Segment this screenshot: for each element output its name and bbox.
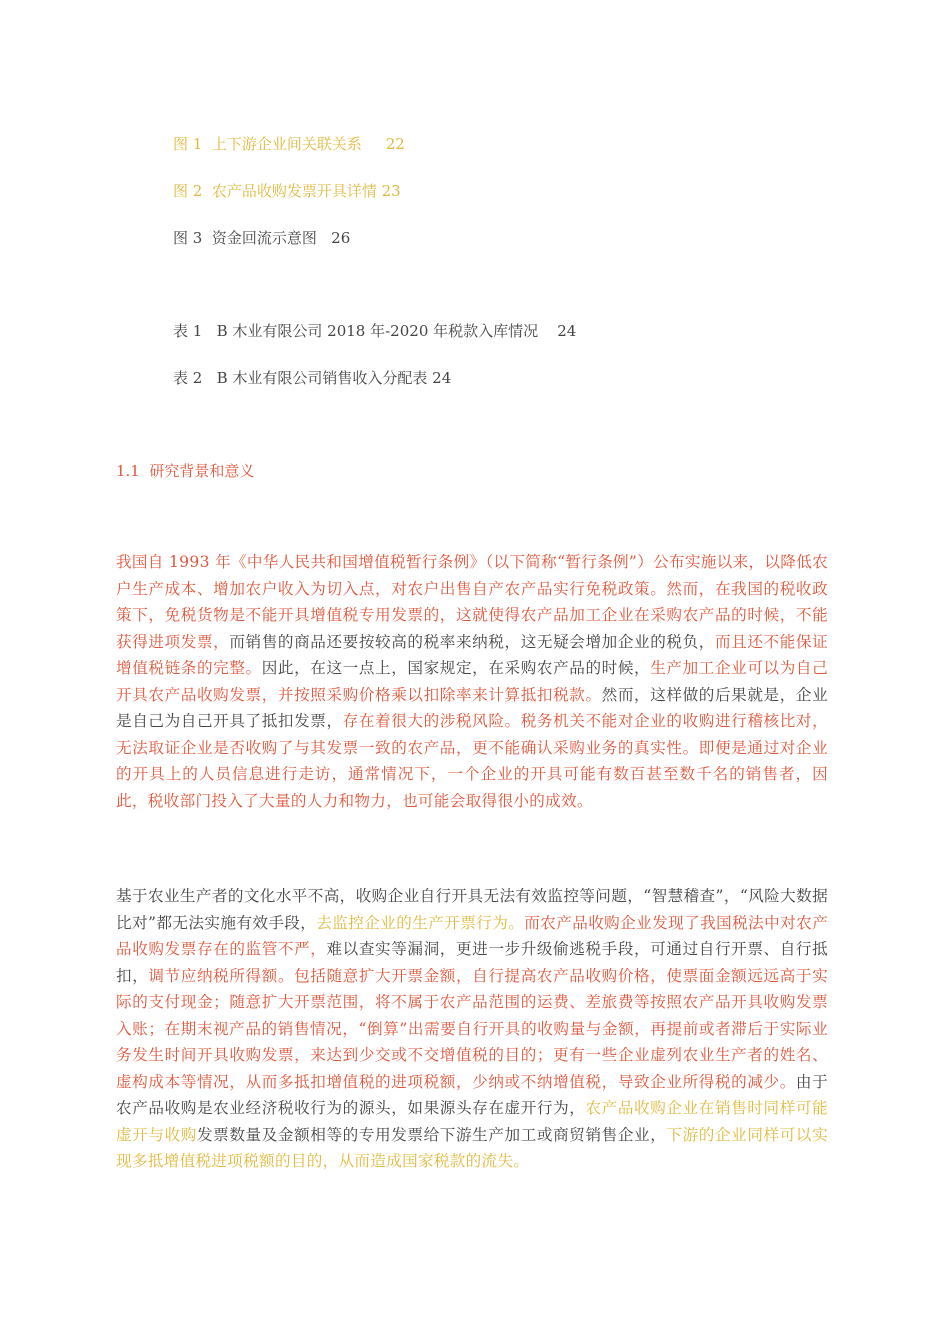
text-segment: 而且还不能保证增值税链条的完整。 (116, 632, 828, 677)
figure-entry-3[interactable]: 图 3 资金回流示意图 26 (173, 229, 351, 247)
text-segment: 然而，这样做的后果就是，企业是自己为自己开具了抵扣发票， (116, 685, 828, 730)
figure-entry-1[interactable]: 图 1 上下游企业间关联关系 22 (173, 135, 405, 153)
text-segment: 而销售的商品还要按较高的税率来纳税，这无疑会增加企业的税负， (229, 632, 715, 651)
text-segment: 生产加工企业可以为自己开具农产品收购发票，并按照采购价格乘以扣除率来计算抵扣税款。 (116, 659, 828, 704)
text-segment: 调节应纳税所得额。包括随意扩大开票金额，自行提高农产品收购价格，使票面金额远远高于实际的支付现金；随意扩大开票范围，将不属于农产品范围的运费、差旅费等按照农产品开具收购发票入账；在期末视产品的销售情况，“倒算”出需要自行开具的收购量与金额，再提前或者滞后于实际业务发生时间开具收购发票，来达到少交或不交增值税的目的；更有一些企业虚列农业生产者的姓名、虚构成本等情况，从而多抵扣增值税的进项税额，少纳或不纳增值税，导致企业所得税的减少。 (116, 966, 828, 1091)
text-segment: 因此，在这一点上，国家规定，在采购农产品的时候， (261, 659, 651, 677)
text-segment: 难以查实等漏洞，更进一步升级偷逃税手段，可通过自行开票、自行抵扣， (116, 940, 828, 985)
text-segment: 农产品收购企业在销售时同样可能虚开与收购 (116, 1099, 828, 1144)
text-segment: 由于农产品收购是农业经济税收行为的源头，如果源头存在虚开行为， (116, 1072, 828, 1117)
section-heading: 1.1 研究背景和意义 (116, 462, 255, 480)
table-entry-1[interactable]: 表 1 B 木业有限公司 2018 年-2020 年税款入库情况 24 (173, 322, 577, 340)
text-segment: 发票数量及金额相等的专用发票给下游生产加工或商贸销售企业， (196, 1125, 667, 1144)
text-segment: 而农产品收购企业发现了我国税法中对农产品收购发票存在的监管不严， (116, 913, 828, 958)
table-entry-2[interactable]: 表 2 B 木业有限公司销售收入分配表 24 (173, 369, 452, 387)
figure-entry-2[interactable]: 图 2 农产品收购发票开具详情 23 (173, 182, 401, 200)
paragraph-1 (116, 549, 828, 814)
text-segment: 我国自 1993 年《中华人民共和国增值税暂行条例》（以下简称“暂行条例”）公布实施以来，以降低农户生产成本、增加农户收入为切入点，对农户出售自产农产品实行免税政策。然而，在我国的税收政策下，免税货物是不能开具增值税专用发票的，这就使得农产品加工企业在采购农产品的时候，不能获得进项发票， (116, 553, 828, 651)
text-segment: 基于农业生产者的文化水平不高，收购企业自行开具无法有效监控等问题，“智慧稽查”，“风险大数据比对”都无法实施有效手段， (116, 887, 828, 932)
text-segment: 去监控企业的生产开票行为。 (316, 913, 525, 932)
text-segment: 下游的企业同样可以实现多抵增值税进项税额的目的，从而造成国家税款的流失。 (116, 1125, 828, 1170)
paragraph-2 (116, 883, 828, 1175)
text-segment: 存在着很大的涉税风险。税务机关不能对企业的收购进行稽核比对，无法取证企业是否收购了与其发票一致的农产品，更不能确认采购业务的真实性。即便是通过对企业的开具上的人员信息进行走访，通常情况下，一个企业的开具可能有数百甚至数千名的销售者，因此，税收部门投入了大量的人力和物力，也可能会取得很小的成效。 (116, 712, 828, 810)
